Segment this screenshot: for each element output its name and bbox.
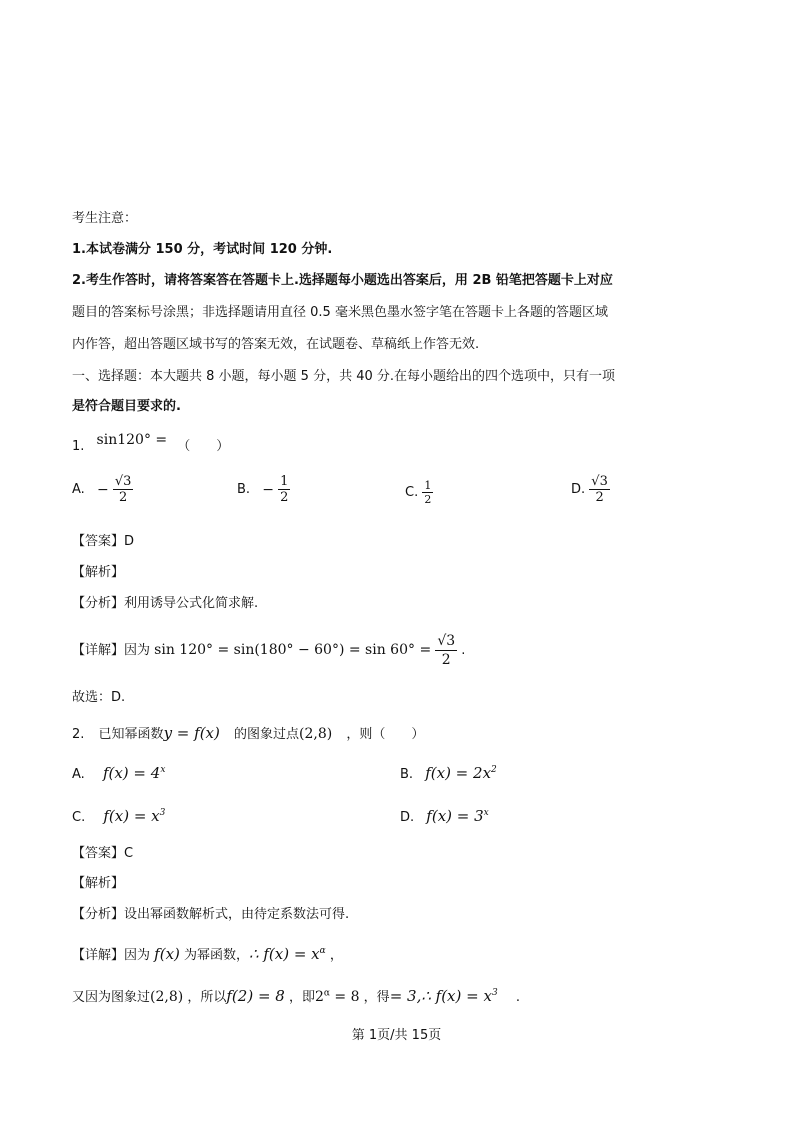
- detail-text: ，得: [363, 990, 390, 1005]
- option-label: D.: [571, 482, 586, 497]
- option-sign: −: [96, 481, 109, 498]
- q2-analysis-tag: 【解析】: [72, 876, 125, 891]
- fenxi-tag: 【分析】: [72, 596, 125, 611]
- notice-title: 考生注意：: [72, 211, 138, 226]
- notice-item-2-line-3: 内作答，超出答题区域书写的答案无效，在试题卷、草稿纸上作答无效.: [72, 337, 480, 352]
- option-c: [405, 479, 433, 506]
- option-a: [72, 474, 133, 505]
- detail-tag: 【详解】: [72, 948, 125, 963]
- section-heading-line-2: 是符合题目要求的.: [72, 399, 181, 414]
- detail-math: (2,8): [150, 989, 184, 1005]
- detail-math: $2^\alpha = 8$: [314, 988, 360, 1005]
- detail-text: ，: [329, 948, 343, 963]
- option-math: $f(x) = x^3$: [103, 807, 166, 825]
- question-2: [72, 724, 424, 744]
- option-math: $f(x) = 4^x$: [102, 764, 166, 782]
- detail-math: = 3,∴ $f(x) = x^3$: [389, 987, 498, 1005]
- q1-conclusion: 故选：D.: [72, 690, 126, 705]
- question-stem-math: sin120° =: [96, 432, 168, 448]
- detail-math: ∴ $f(x) = x^\alpha$: [249, 945, 326, 963]
- q1-analysis-tag: 【解析】: [72, 565, 125, 580]
- question-number: 1.: [72, 439, 85, 454]
- q2-answer: [72, 845, 133, 863]
- question-1: [72, 432, 230, 456]
- option-label: A.: [72, 767, 85, 782]
- option-fraction: $\frac{1}{2}$: [424, 479, 432, 506]
- option-c: [72, 807, 165, 825]
- q1-detail: [72, 628, 465, 673]
- stem-math: (2,8): [299, 726, 333, 742]
- option-fraction: $\frac{√3}{2}$: [114, 474, 132, 505]
- section-heading-line-1: 一、选择题：本大题共 8 小题，每小题 5 分，共 40 分.在每小题给出的四个选项中，只有一项: [72, 369, 616, 384]
- q2-detail-line-2: [72, 984, 520, 1007]
- option-math: $f(x) = 2x^2$: [425, 764, 497, 782]
- detail-end: .: [515, 990, 520, 1005]
- fenxi-text: 利用诱导公式化简求解.: [124, 596, 259, 611]
- answer-tag: 【答案】: [72, 534, 125, 549]
- detail-tag: 【详解】: [72, 643, 125, 658]
- detail-math: f(2) = 8: [226, 987, 285, 1005]
- detail-math: sin 120° = sin(180° − 60°) = sin 60° =: [154, 642, 432, 658]
- detail-text: 因为: [124, 643, 151, 658]
- answer-tag: 【答案】: [72, 846, 125, 861]
- option-label: C.: [405, 485, 419, 500]
- option-d: [400, 807, 489, 825]
- detail-text: ，所以: [187, 990, 227, 1005]
- notice-item-1: 1.本试卷满分 150 分，考试时间 120 分钟.: [72, 242, 333, 257]
- q2-detail: [72, 942, 343, 965]
- notice-item-2-line-2: 题目的答案标号涂黑；非选择题请用直径 0.5 毫米黑色墨水签字笔在答题卡上各题的答题区域: [72, 305, 608, 320]
- fenxi-tag: 【分析】: [72, 907, 125, 922]
- detail-text: 又因为图象过: [72, 990, 151, 1005]
- option-label: A.: [72, 482, 85, 497]
- notice-item-2-line-1: 2.考生作答时，请将答案答在答题卡上.选择题每小题选出答案后，用 2B 铅笔把答题卡上对应: [72, 273, 613, 288]
- q1-fenxi: [72, 595, 258, 613]
- option-d: [571, 474, 610, 505]
- detail-math: f(x): [154, 945, 180, 963]
- fenxi-text: 设出幂函数解析式，由待定系数法可得.: [124, 907, 350, 922]
- option-sign: −: [262, 481, 274, 498]
- detail-text: 因为: [124, 948, 151, 963]
- question-number: 2.: [72, 727, 85, 742]
- option-math: $f(x) = 3^x$: [426, 807, 489, 825]
- option-b: [237, 474, 290, 505]
- stem-text: 已知幂函数: [98, 727, 164, 742]
- answer-value: C: [124, 846, 134, 861]
- page-footer: 第 1页/共 15页: [351, 1028, 442, 1043]
- detail-end: .: [461, 643, 466, 658]
- q2-fenxi: [72, 906, 349, 924]
- option-a: [72, 764, 165, 782]
- answer-value: D: [124, 534, 135, 549]
- option-b: [400, 764, 497, 782]
- detail-text: ，即: [288, 990, 315, 1005]
- option-label: C.: [72, 810, 86, 825]
- detail-text: 为幂函数，: [184, 948, 250, 963]
- stem-math: y = f(x): [163, 724, 220, 742]
- stem-text: 的图象过点: [234, 727, 300, 742]
- option-label: B.: [400, 767, 414, 782]
- stem-text: ，则（ ）: [346, 727, 425, 742]
- option-label: D.: [400, 810, 415, 825]
- option-label: B.: [237, 482, 251, 497]
- option-fraction: $\frac{√3}{2}$: [591, 474, 608, 505]
- q1-answer: [72, 533, 134, 551]
- detail-fraction: $\frac{√3}{2}$: [437, 633, 456, 668]
- option-fraction: $\frac{1}{2}$: [280, 474, 289, 505]
- question-blank: （ ）: [177, 439, 230, 454]
